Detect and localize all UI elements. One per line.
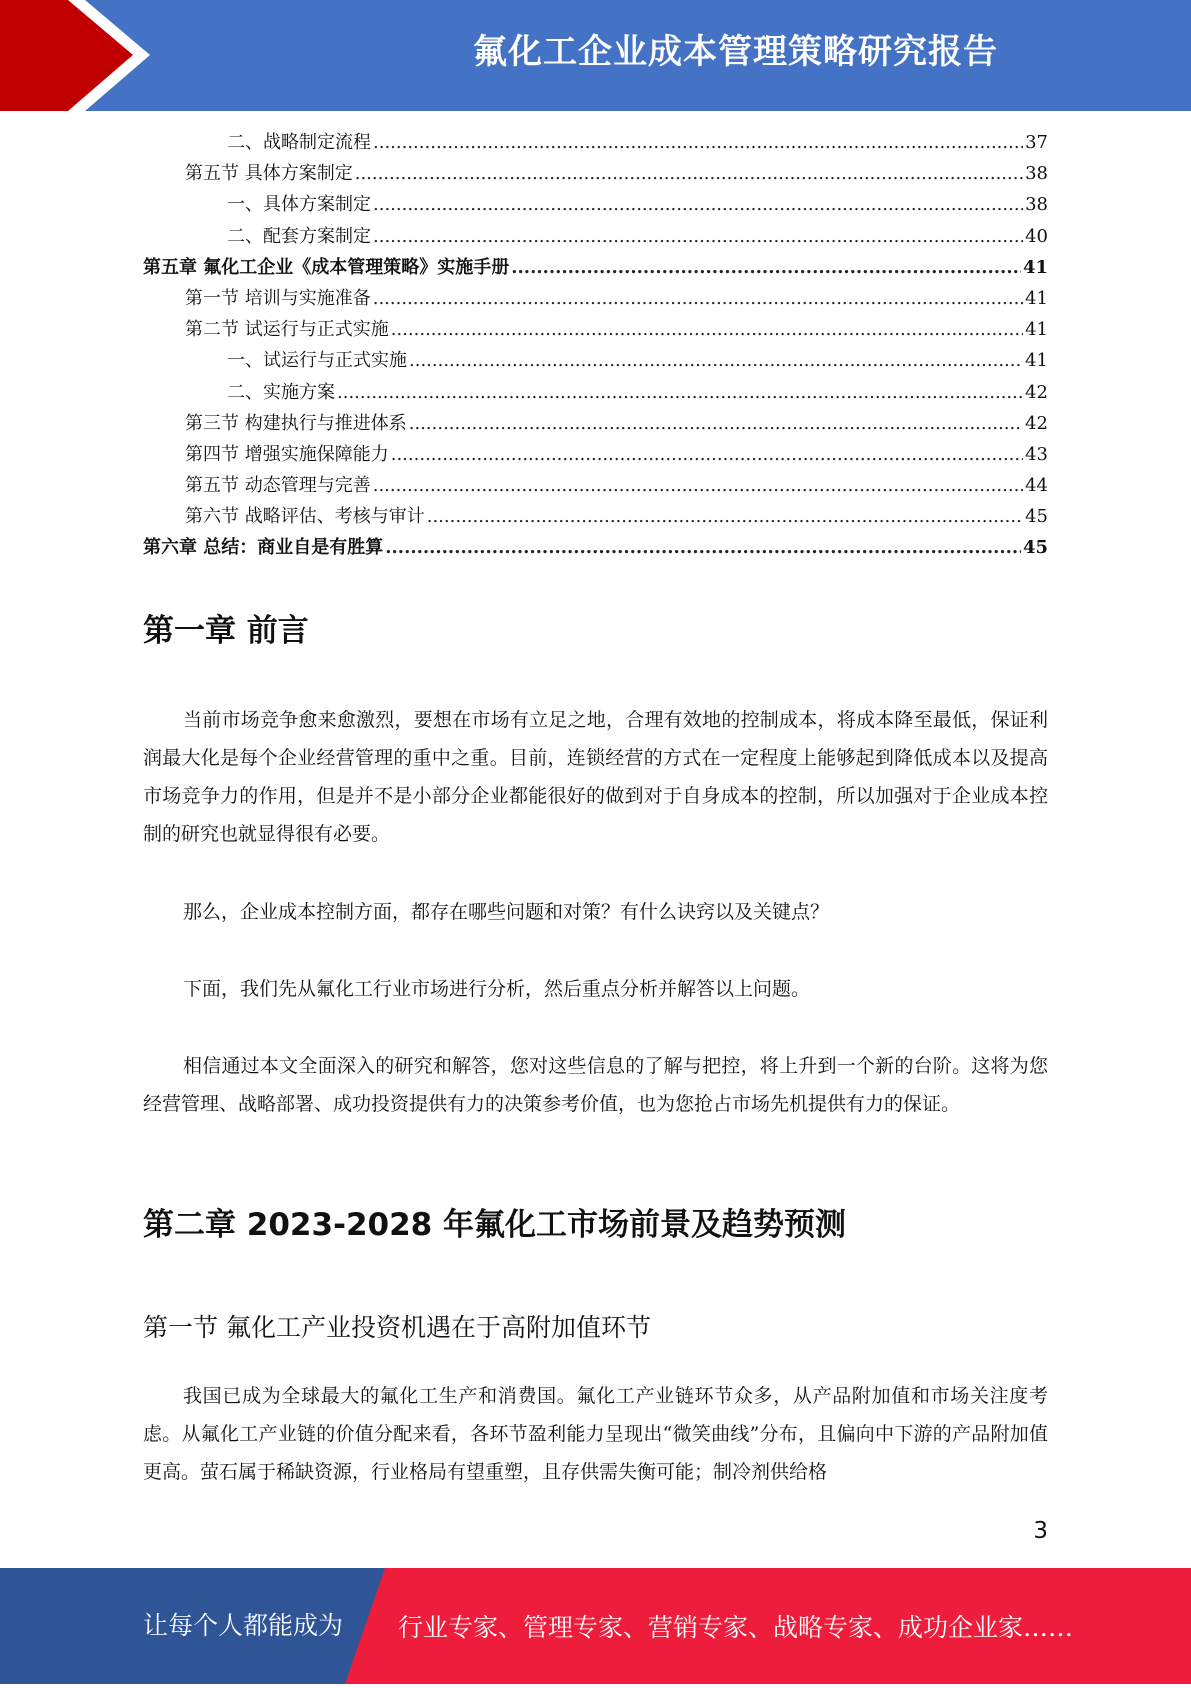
- toc-entry[interactable]: [143, 158, 1048, 189]
- toc-entry-page: 42: [1025, 381, 1048, 403]
- toc-entry-page: 41: [1022, 256, 1048, 278]
- toc-leader-dots: [373, 189, 1023, 220]
- toc-entry[interactable]: [143, 439, 1048, 470]
- toc-leader-dots: [409, 408, 1023, 439]
- toc-leader-dots: [427, 501, 1023, 532]
- toc-entry-title: 一、具体方案制定: [227, 194, 371, 216]
- toc-leader-dots: [385, 532, 1021, 563]
- toc-entry[interactable]: [143, 314, 1048, 345]
- toc-entry[interactable]: [143, 345, 1048, 376]
- toc-entry-page: 41: [1025, 287, 1048, 309]
- toc-entry-page: 41: [1025, 319, 1048, 341]
- footer-slogan-left: 让每个人都能成为: [143, 1611, 344, 1640]
- header-arrow-decoration: [0, 0, 160, 111]
- toc-leader-dots: [511, 252, 1021, 283]
- table-of-contents: [143, 127, 1048, 564]
- toc-entry[interactable]: [143, 501, 1048, 532]
- toc-entry-page: 42: [1025, 412, 1048, 434]
- toc-leader-dots: [373, 127, 1023, 158]
- toc-leader-dots: [337, 377, 1023, 408]
- toc-entry[interactable]: [143, 221, 1048, 252]
- toc-entry-page: 45: [1022, 537, 1048, 559]
- toc-entry-title: 第五节 动态管理与完善: [185, 475, 371, 497]
- toc-entry-page: 45: [1025, 506, 1048, 528]
- toc-leader-dots: [373, 283, 1023, 314]
- page-number: 3: [1033, 1518, 1048, 1544]
- section-1-title: 第一节 氟化工产业投资机遇在于高附加值环节: [143, 1313, 651, 1342]
- toc-entry[interactable]: [143, 408, 1048, 439]
- toc-entry[interactable]: [143, 377, 1048, 408]
- toc-leader-dots: [391, 314, 1023, 345]
- toc-entry-title: 第五节 具体方案制定: [185, 163, 353, 185]
- toc-entry[interactable]: [143, 470, 1048, 501]
- page-header: [0, 0, 1191, 111]
- toc-entry-title: 第六章 总结：商业自是有胜算: [143, 537, 384, 559]
- toc-entry-title: 二、配套方案制定: [227, 225, 371, 247]
- toc-entry-page: 38: [1025, 194, 1048, 216]
- toc-entry-page: 40: [1025, 225, 1048, 247]
- toc-entry-page: 43: [1025, 443, 1048, 465]
- chapter-2-title: 第二章 2023-2028 年氟化工市场前景及趋势预测: [143, 1207, 847, 1243]
- toc-leader-dots: [373, 221, 1023, 252]
- section-1-paragraph: 我国已成为全球最大的氟化工生产和消费国。氟化工产业链环节众多，从产品附加值和市场关注度考虑。从氟化工产业链的价值分配来看，各环节盈利能力呈现出“微笑曲线”分布，且偏向中下游的产品附加值更高。萤石属于稀缺资源，行业格局有望重塑，且存供需失衡可能；制冷剂供给格: [143, 1385, 1048, 1483]
- toc-entry[interactable]: [143, 283, 1048, 314]
- page-content: [143, 127, 1048, 1483]
- header-title: 氟化工企业成本管理策略研究报告: [473, 32, 998, 72]
- toc-leader-dots: [355, 158, 1023, 189]
- toc-leader-dots: [373, 470, 1023, 501]
- page-footer: [0, 1568, 1191, 1684]
- chapter-1-paragraph: 那么，企业成本控制方面，都存在哪些问题和对策？有什么诀窍以及关键点？: [183, 901, 830, 923]
- chapter-1-title: 第一章 前言: [143, 613, 309, 649]
- chapter-1-paragraph: 相信通过本文全面深入的研究和解答，您对这些信息的了解与把控，将上升到一个新的台阶。这将为您经营管理、战略部署、成功投资提供有力的决策参考价值，也为您抢占市场先机提供有力的保证。: [143, 1055, 1048, 1115]
- toc-entry-page: 38: [1025, 163, 1048, 185]
- toc-entry-title: 二、战略制定流程: [227, 132, 371, 153]
- toc-leader-dots: [409, 345, 1023, 376]
- toc-entry-title: 二、实施方案: [227, 381, 335, 403]
- toc-entry-title: 第四节 增强实施保障能力: [185, 443, 389, 465]
- toc-entry-title: 第二节 试运行与正式实施: [185, 319, 389, 341]
- toc-entry-title: 一、试运行与正式实施: [227, 350, 407, 372]
- toc-entry-title: 第三节 构建执行与推进体系: [185, 412, 407, 434]
- toc-entry[interactable]: [143, 252, 1048, 283]
- toc-entry-page: 44: [1025, 475, 1048, 497]
- chapter-1-paragraph: 当前市场竞争愈来愈激烈，要想在市场有立足之地，合理有效地的控制成本，将成本降至最低，保证利润最大化是每个企业经营管理的重中之重。目前，连锁经营的方式在一定程度上能够起到降低成本以及提高市场竞争力的作用，但是并不是小部分企业都能很好的做到对于自身成本的控制，所以加强对于企业成本控制的研究也就显得很有必要。: [143, 709, 1048, 845]
- toc-entry-title: 第五章 氟化工企业《成本管理策略》实施手册: [143, 256, 510, 278]
- toc-entry[interactable]: [143, 532, 1048, 563]
- toc-entry[interactable]: [143, 127, 1048, 158]
- footer-slogan-right: 行业专家、管理专家、营销专家、战略专家、成功企业家……: [398, 1613, 1074, 1642]
- toc-entry-page: 41: [1025, 350, 1048, 372]
- toc-entry[interactable]: [143, 189, 1048, 220]
- chapter-1-paragraph: 下面，我们先从氟化工行业市场进行分析，然后重点分析并解答以上问题。: [183, 978, 811, 1000]
- toc-leader-dots: [391, 439, 1023, 470]
- toc-entry-page: 37: [1025, 132, 1048, 153]
- toc-entry-title: 第一节 培训与实施准备: [185, 287, 371, 309]
- toc-entry-title: 第六节 战略评估、考核与审计: [185, 506, 425, 528]
